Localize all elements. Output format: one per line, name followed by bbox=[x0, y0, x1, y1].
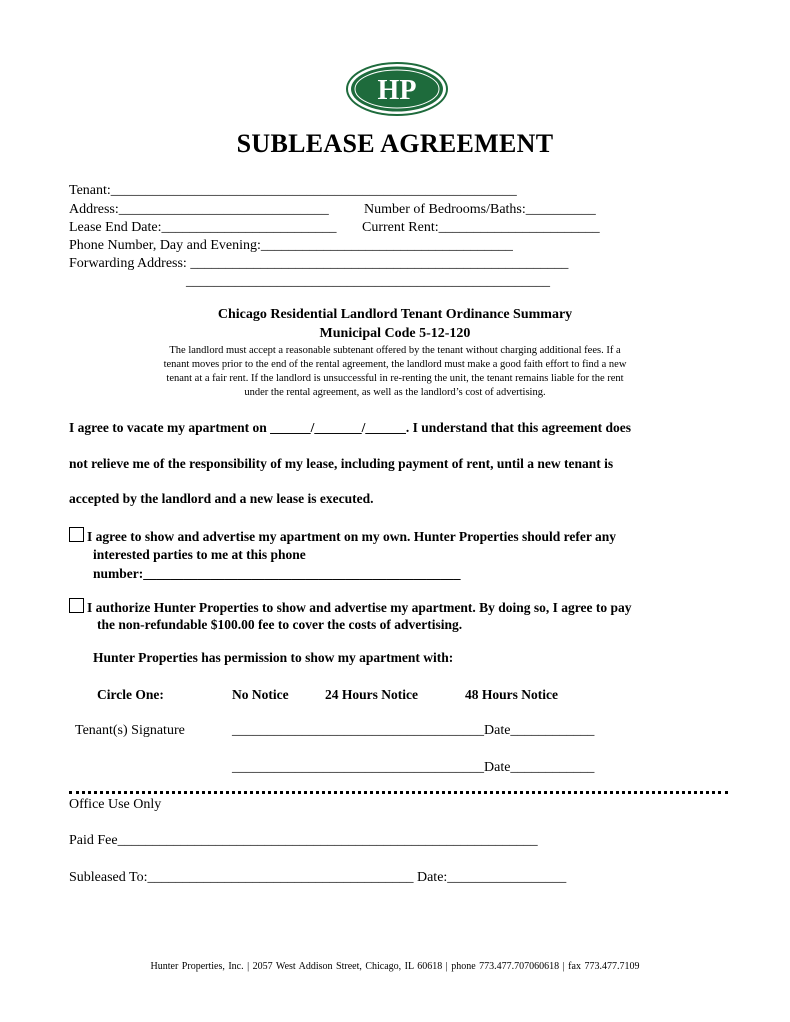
choice-no-notice[interactable]: No Notice bbox=[232, 687, 289, 702]
office-divider bbox=[69, 791, 728, 794]
agreement-line: accepted by the landlord and a new lease is executed. bbox=[69, 491, 374, 506]
subleased-to-field[interactable]: Subleased To:______________________________________ Date:_________________ bbox=[69, 870, 567, 885]
self-advertise-checkbox[interactable] bbox=[69, 527, 84, 542]
current-rent-field[interactable]: Current Rent:_______________________ bbox=[362, 220, 600, 235]
lease-end-field[interactable]: Lease End Date:_________________________ bbox=[69, 220, 337, 235]
signature-line[interactable]: ____________________________________Date____________ bbox=[232, 723, 595, 738]
phone-number-field[interactable]: number:_______________________________________________ bbox=[93, 566, 461, 581]
choice-48-hours[interactable]: 48 Hours Notice bbox=[465, 687, 558, 702]
permission-text: Hunter Properties has permission to show my apartment with: bbox=[93, 650, 454, 665]
logo-text: HP bbox=[377, 75, 417, 106]
office-heading: Office Use Only bbox=[69, 797, 162, 812]
hp-logo-icon bbox=[346, 62, 448, 116]
forwarding-address-line2[interactable]: ____________________________________________________ bbox=[186, 274, 550, 289]
summary-line: under the rental agreement, as well as the landlord’s cost of advertising. bbox=[244, 387, 546, 398]
option-text: I agree to show and advertise my apartment on my own. Hunter Properties should refer any bbox=[87, 529, 616, 544]
agreement-line[interactable]: I agree to vacate my apartment on ______/_______/______. I understand that this agreement does bbox=[69, 420, 631, 435]
authorize-checkbox[interactable] bbox=[69, 598, 84, 613]
paid-fee-field[interactable]: Paid Fee____________________________________________________________ bbox=[69, 833, 538, 848]
circle-one-label: Circle One: bbox=[97, 687, 164, 702]
forwarding-address-field[interactable]: Forwarding Address: ______________________________________________________ bbox=[69, 256, 569, 271]
tenant-field[interactable]: Tenant:__________________________________________________________ bbox=[69, 183, 517, 198]
page-title: SUBLEASE AGREEMENT bbox=[236, 129, 554, 158]
summary-code: Municipal Code 5-12-120 bbox=[319, 326, 471, 341]
option-text: interested parties to me at this phone bbox=[93, 547, 306, 562]
phone-field[interactable]: Phone Number, Day and Evening:____________________________________ bbox=[69, 238, 513, 253]
signature-label: Tenant(s) Signature bbox=[75, 723, 185, 738]
agreement-line: not relieve me of the responsibility of my lease, including payment of rent, until a new tenant is bbox=[69, 456, 614, 471]
option-text: I authorize Hunter Properties to show and advertise my apartment. By doing so, I agree to pay bbox=[87, 600, 632, 615]
option-text: the non-refundable $100.00 fee to cover the costs of advertising. bbox=[97, 617, 463, 632]
summary-line: The landlord must accept a reasonable subtenant offered by the tenant without charging additional fees. If a bbox=[169, 345, 621, 356]
choice-24-hours[interactable]: 24 Hours Notice bbox=[325, 687, 418, 702]
option-authorize bbox=[69, 598, 631, 616]
summary-line: tenant at a fair rent. If the landlord is unsuccessful in re-renting the unit, the tenant remains liable for the rent bbox=[166, 373, 624, 384]
option-self-advertise bbox=[69, 527, 616, 545]
signature-line[interactable]: ____________________________________Date____________ bbox=[232, 760, 595, 775]
address-field[interactable]: Address:______________________________ bbox=[69, 202, 329, 217]
summary-heading: Chicago Residential Landlord Tenant Ordinance Summary bbox=[217, 307, 573, 322]
hp-logo bbox=[346, 62, 448, 116]
bedrooms-field[interactable]: Number of Bedrooms/Baths:__________ bbox=[364, 202, 596, 217]
summary-line: tenant moves prior to the end of the rental agreement, the landlord must make a good faith effort to find a new bbox=[163, 359, 627, 370]
footer: Hunter Properties, Inc. | 2057 West Addison Street, Chicago, IL 60618 | phone 773.477.707060618 | fax 773.477.7109 bbox=[150, 961, 640, 972]
